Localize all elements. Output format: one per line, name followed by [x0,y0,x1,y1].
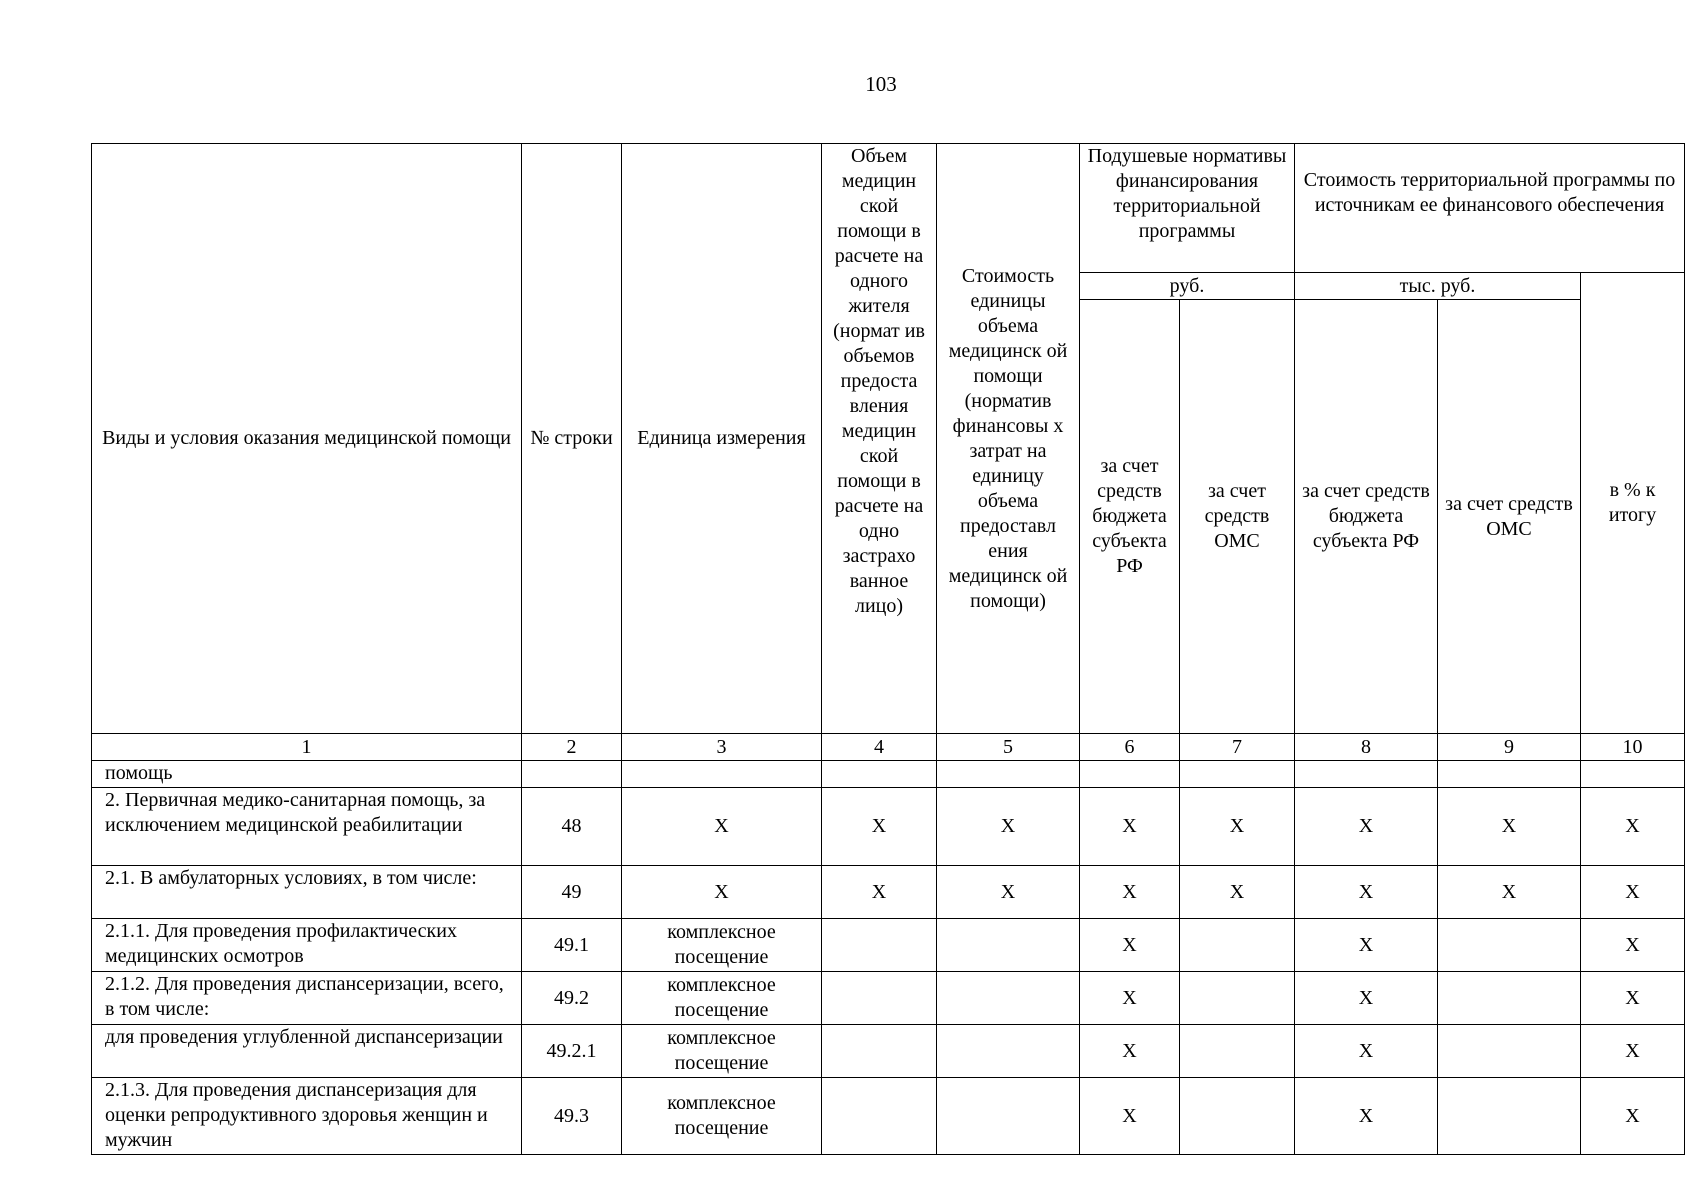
column-number: 2 [522,734,622,761]
row-c9: X [1438,788,1581,866]
row-c7 [1180,919,1295,972]
row-c5 [937,1025,1080,1078]
row-c7: X [1180,866,1295,919]
row-c5 [937,761,1080,788]
header-per-capita-group: Подушевые нормативы финансирования территориальной программы [1080,144,1295,273]
row-unit: комплексное посещение [622,919,822,972]
row-c7 [1180,761,1295,788]
row-c9 [1438,919,1581,972]
row-c7 [1180,1025,1295,1078]
row-unit: комплексное посещение [622,1078,822,1155]
row-c6: X [1080,866,1180,919]
header-unit-rub: руб. [1080,273,1295,300]
row-c6 [1080,761,1180,788]
table-row [92,1025,1685,1078]
table-row [92,761,1685,788]
row-c7 [1180,1078,1295,1155]
row-c10 [1581,761,1685,788]
row-c8: X [1295,919,1438,972]
row-c9: X [1438,866,1581,919]
table-row [92,972,1685,1025]
header-unit-thous-rub: тыс. руб. [1295,273,1581,300]
row-name: помощь [92,761,522,788]
row-c4 [822,1078,937,1155]
row-line: 49 [522,866,622,919]
row-c9 [1438,761,1581,788]
row-unit: комплексное посещение [622,972,822,1025]
header-oms-thous: за счет средств ОМС [1438,300,1581,734]
header-program-cost-group: Стоимость территориальной программы по источникам ее финансового обеспечения [1295,144,1685,273]
row-c5 [937,919,1080,972]
row-name: 2.1.2. Для проведения диспансеризации, всего, в том числе: [92,972,522,1025]
column-number: 4 [822,734,937,761]
row-c10: X [1581,1025,1685,1078]
column-numbers-row [92,734,1685,761]
row-c10: X [1581,788,1685,866]
column-number: 9 [1438,734,1581,761]
row-c6: X [1080,919,1180,972]
row-line: 49.2 [522,972,622,1025]
row-name: 2. Первичная медико-санитарная помощь, за исключением медицинской реабилитации [92,788,522,866]
row-c9 [1438,1078,1581,1155]
row-line: 48 [522,788,622,866]
row-c4: X [822,788,937,866]
column-number: 5 [937,734,1080,761]
column-number: 3 [622,734,822,761]
column-number: 8 [1295,734,1438,761]
column-number: 7 [1180,734,1295,761]
row-c4 [822,919,937,972]
header-percent-total: в % к итогу [1581,273,1685,734]
row-line: 49.3 [522,1078,622,1155]
row-name: 2.1.1. Для проведения профилактических медицинских осмотров [92,919,522,972]
row-c9 [1438,972,1581,1025]
row-c8: X [1295,866,1438,919]
row-line: 49.1 [522,919,622,972]
row-unit: X [622,788,822,866]
row-c6: X [1080,972,1180,1025]
row-c8 [1295,761,1438,788]
row-c10: X [1581,866,1685,919]
row-c10: X [1581,1078,1685,1155]
row-name: 2.1.3. Для проведения диспансеризация для оценки репродуктивного здоровья женщин и мужчин [92,1078,522,1155]
row-c4 [822,1025,937,1078]
row-c8: X [1295,788,1438,866]
header-budget-thous: за счет средств бюджета субъекта РФ [1295,300,1438,734]
row-unit: комплексное посещение [622,1025,822,1078]
table-row [92,788,1685,866]
column-number: 10 [1581,734,1685,761]
row-c8: X [1295,1025,1438,1078]
header-oms-rub: за счет средств ОМС [1180,300,1295,734]
table-row [92,1078,1685,1155]
row-line [522,761,622,788]
row-c6: X [1080,788,1180,866]
row-c4: X [822,866,937,919]
row-c8: X [1295,1078,1438,1155]
row-name: для проведения углубленной диспансеризации [92,1025,522,1078]
row-c10: X [1581,919,1685,972]
column-number: 6 [1080,734,1180,761]
row-c5: X [937,788,1080,866]
header-volume: Объем медицин ской помощи в расчете на одного жителя (нормат ив объемов предоста вления медицин ской помощи в расчете на одно застрахо ванное лицо) [822,144,937,734]
row-c6: X [1080,1078,1180,1155]
row-c10: X [1581,972,1685,1025]
row-c6: X [1080,1025,1180,1078]
row-c8: X [1295,972,1438,1025]
row-name: 2.1. В амбулаторных условиях, в том числе: [92,866,522,919]
financing-table [91,143,1685,1155]
row-c5: X [937,866,1080,919]
header-unit: Единица измерения [622,144,822,734]
header-types-of-care: Виды и условия оказания медицинской помощи [92,144,522,734]
column-number: 1 [92,734,522,761]
row-unit [622,761,822,788]
row-c5 [937,972,1080,1025]
row-c9 [1438,1025,1581,1078]
row-c7 [1180,972,1295,1025]
page-number: 103 [865,72,897,96]
header-budget-rub: за счет средств бюджета субъекта РФ [1080,300,1180,734]
row-unit: X [622,866,822,919]
row-c4 [822,972,937,1025]
row-line: 49.2.1 [522,1025,622,1078]
table-row [92,919,1685,972]
table-row [92,866,1685,919]
row-c4 [822,761,937,788]
row-c5 [937,1078,1080,1155]
row-c7: X [1180,788,1295,866]
header-unit-cost: Стоимость единицы объема медицинск ой помощи (норматив финансовы х затрат на единицу объема предоставл ения медицинск ой помощи) [937,144,1080,734]
header-line-number: № строки [522,144,622,734]
